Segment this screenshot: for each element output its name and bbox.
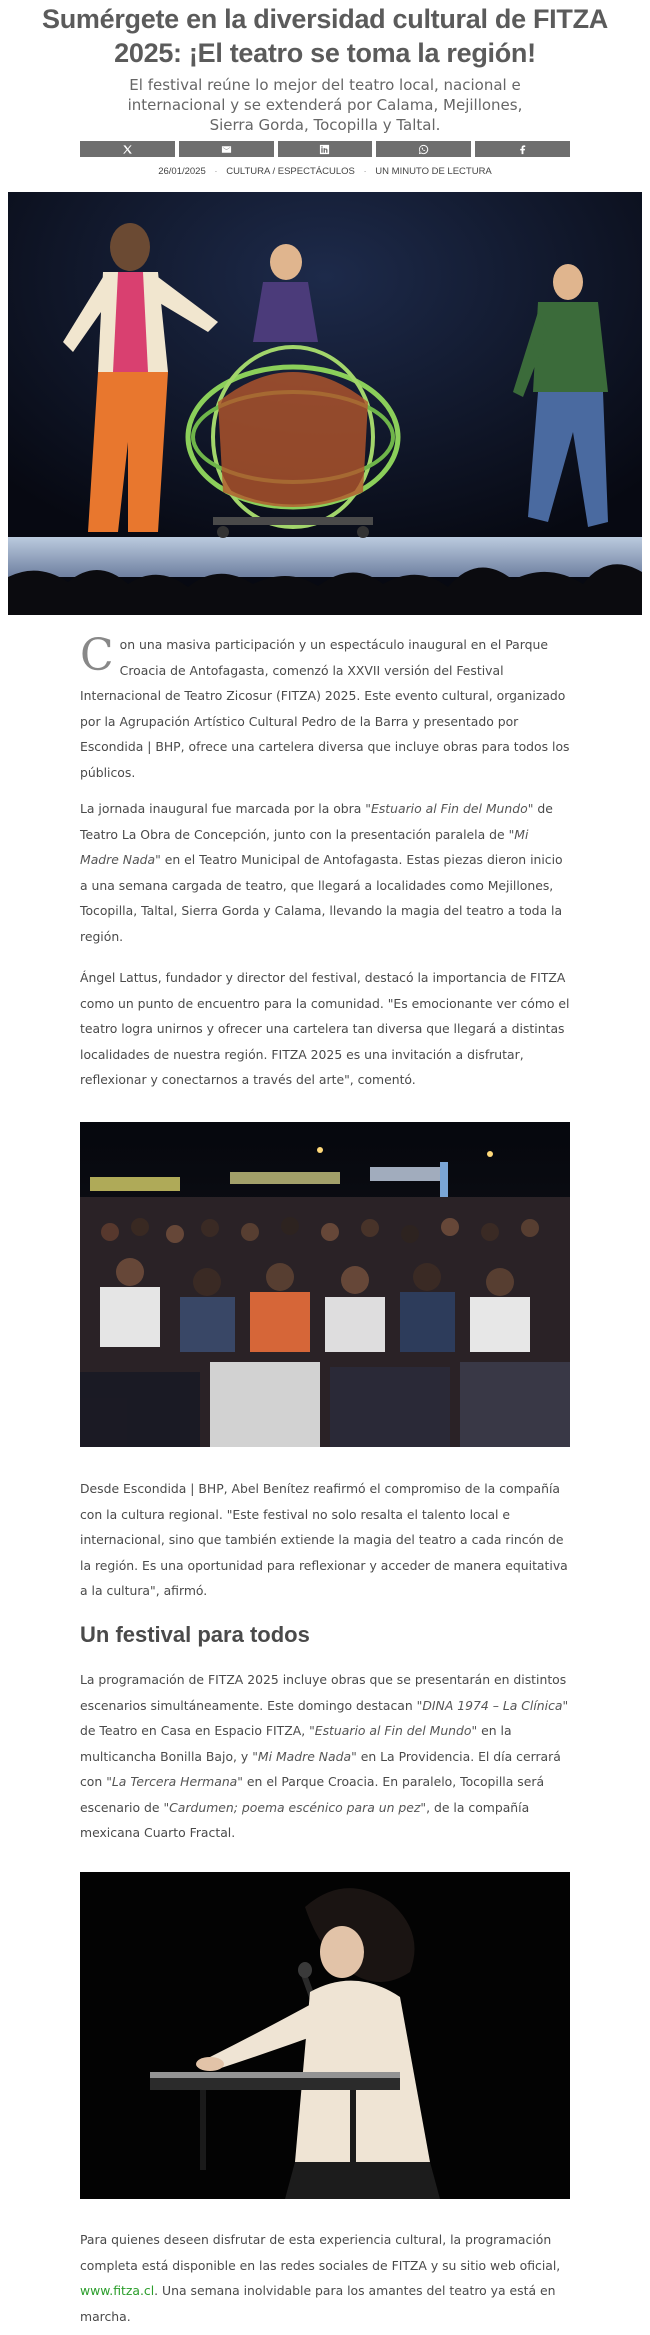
paragraph-3: Ángel Lattus, fundador y director del festival, destacó la importancia de FITZA como un punto de encuentro para la comunidad. "Es emocionante ver cómo el teatro logra unirnos y ofrecer una cartelera tan diversa que llegará a distintas localidades de nuestra región. FITZA 2025 es una invitación a disfrutar, reflexionar y conectarnos a través del arte", comentó.	[80, 970, 570, 1087]
performer-photo	[80, 1872, 570, 2199]
crowd-photo	[80, 1122, 570, 1447]
share-facebook-button[interactable]	[475, 141, 570, 157]
musician-image	[80, 1872, 570, 2199]
paragraph-6: Para quienes deseen disfrutar de esta experiencia cultural, la programación completa está disponible en las redes sociales de FITZA y su sitio web oficial, www.fitza.cl. Una semana inolvidable para los amantes del teatro ya está en marcha.	[80, 2232, 561, 2324]
hero-stage-photo	[8, 192, 642, 615]
share-whatsapp-button[interactable]	[376, 141, 471, 157]
paragraph-4: Desde Escondida | BHP, Abel Benítez reafirmó el compromiso de la compañía con la cultura regional. "Este festival no solo resalta el talento local e internacional, sino que también extiende la magia del teatro a cada rincón de la región. Es una oportunidad para reflexionar y acceder de manera equitativa a la cultura", afirmó.	[80, 1481, 568, 1598]
mail-icon	[221, 144, 232, 155]
facebook-icon	[517, 144, 528, 155]
article-meta: 26/01/2025 · CULTURA / ESPECTÁCULOS · UN MINUTO DE LECTURA	[158, 166, 492, 177]
article-category[interactable]: CULTURA / ESPECTÁCULOS	[226, 166, 355, 177]
share-linkedin-button[interactable]	[278, 141, 373, 157]
section-heading: Un festival para todos	[80, 1622, 310, 1647]
fitza-website-link[interactable]: www.fitza.cl	[80, 2283, 155, 2298]
share-bar	[80, 141, 570, 157]
x-icon	[122, 144, 133, 155]
article-subtitle: El festival reúne lo mejor del teatro local, nacional e internacional y se extenderá por Calama, Mejillones, Sierra Gorda, Tocopilla y Taltal.	[127, 76, 523, 134]
article-date: 26/01/2025	[158, 166, 206, 177]
linkedin-icon	[319, 144, 330, 155]
article-title: Sumérgete en la diversidad cultural de FITZA 2025: ¡El teatro se toma la región!	[42, 4, 608, 68]
stage-performance-image	[8, 192, 642, 615]
audience-image	[80, 1122, 570, 1447]
share-x-button[interactable]	[80, 141, 175, 157]
share-mail-button[interactable]	[179, 141, 274, 157]
whatsapp-icon	[418, 144, 429, 155]
paragraph-1: Con una masiva participación y un espectáculo inaugural en el Parque Croacia de Antofagasta, comenzó la XXVII versión del Festival Internacional de Teatro Zicosur (FITZA) 2025. Este evento cultural, organizado por la Agrupación Artístico Cultural Pedro de la Barra y presentado por Escondida | BHP, ofrece una cartelera diversa que incluye obras para todos los públicos.	[80, 630, 570, 780]
reading-time: UN MINUTO DE LECTURA	[375, 166, 492, 177]
paragraph-5: La programación de FITZA 2025 incluye obras que se presentarán en distintos escenarios simultáneamente. Este domingo destacan "DINA 1974 – La Clínica" de Teatro en Casa en Espacio FITZA, "Estuario al Fin del Mundo" en la multicancha Bonilla Bajo, y "Mi Madre Nada" en La Providencia. El día cerrará con "La Tercera Hermana" en el Parque Croacia. En paralelo, Tocopilla será escenario de "Cardumen; poema escénico para un pez", de la compañía mexicana Cuarto Fractal.	[80, 1672, 569, 1840]
paragraph-2: La jornada inaugural fue marcada por la obra "Estuario al Fin del Mundo" de Teatro La Obra de Concepción, junto con la presentación paralela de "Mi Madre Nada" en el Teatro Municipal de Antofagasta. Estas piezas dieron inicio a una semana cargada de teatro, que llegará a localidades como Mejillones, Tocopilla, Taltal, Sierra Gorda y Calama, llevando la magia del teatro a toda la región.	[80, 801, 563, 944]
drop-cap: C	[80, 630, 114, 681]
